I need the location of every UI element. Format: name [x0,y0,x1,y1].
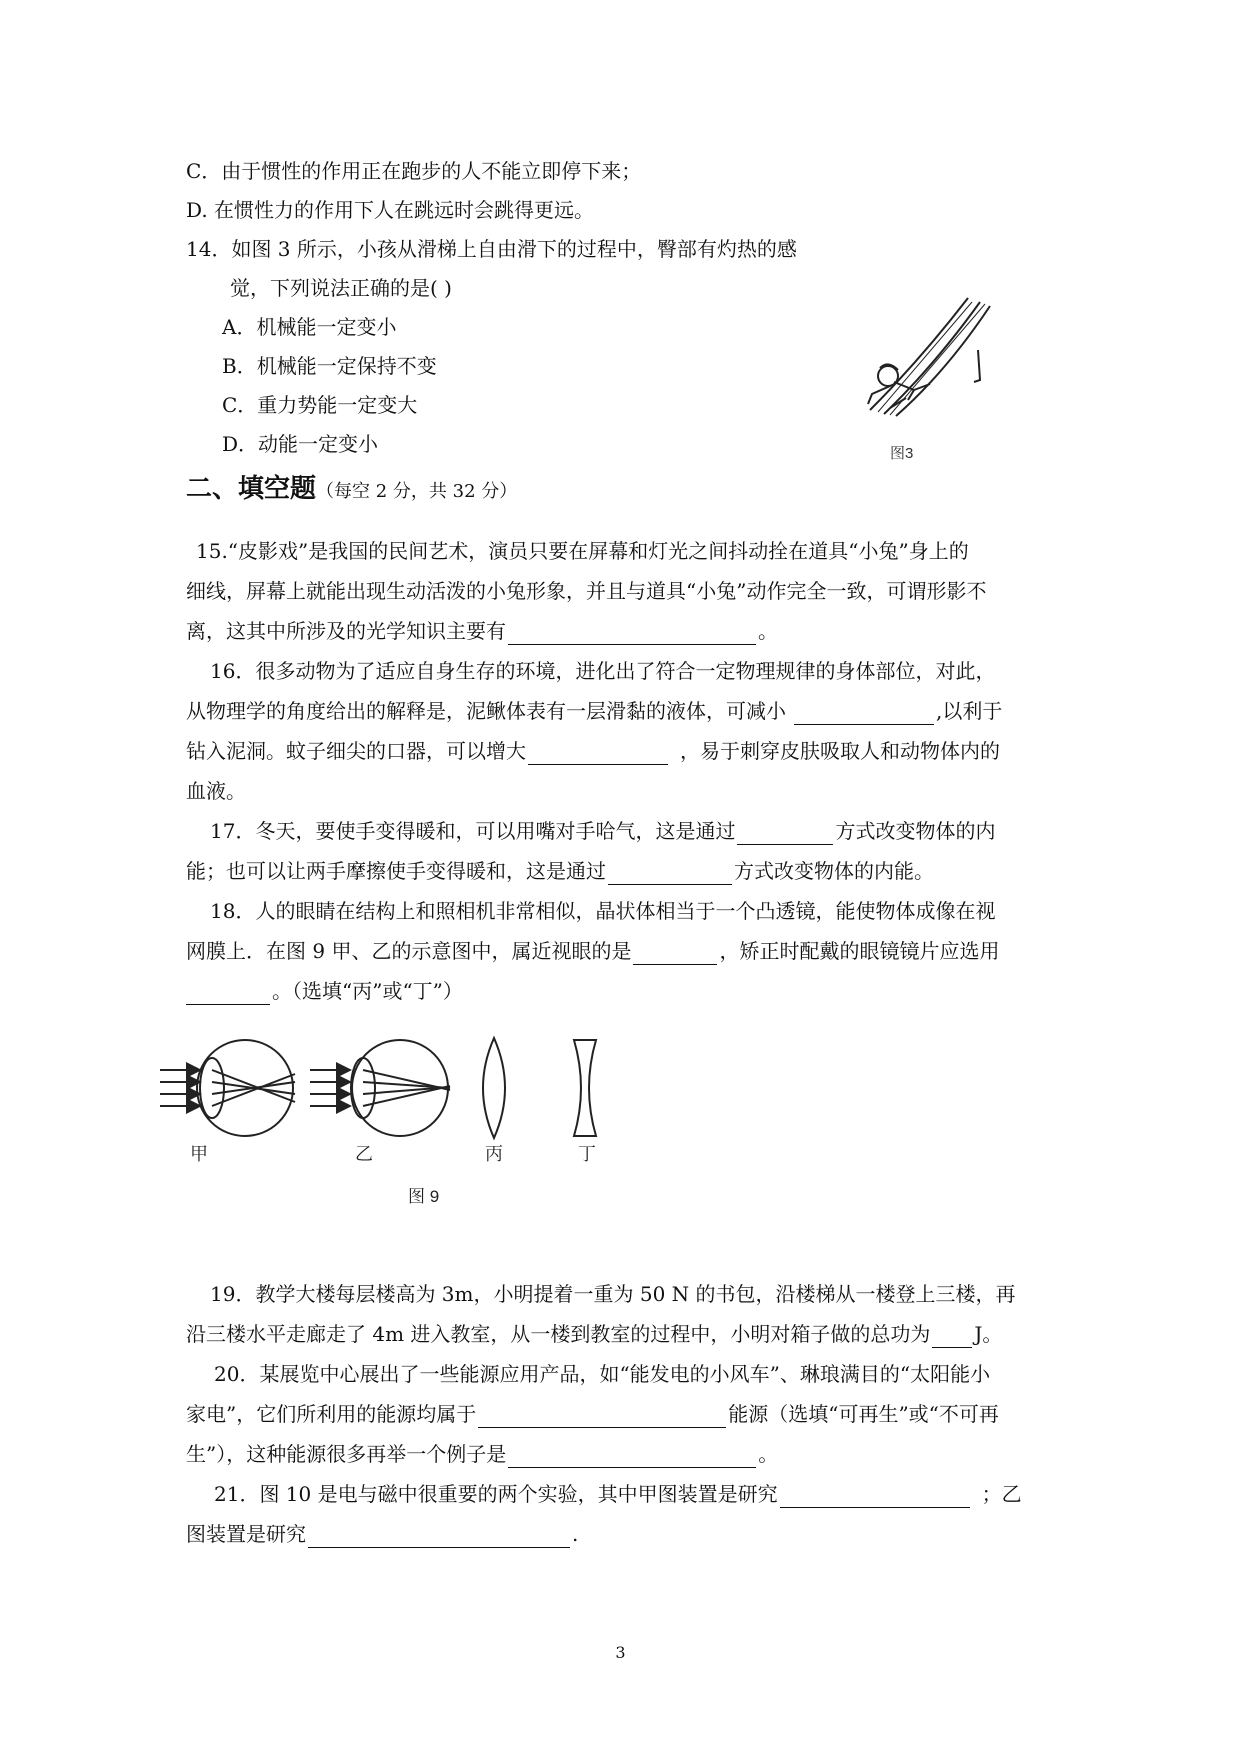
q18-line3 [186,977,463,1005]
q20-answer-blank-2[interactable] [508,1445,756,1468]
q19-line2-text: 沿三楼水平走廊走了 4m 进入教室，从一楼到教室的过程中，小明对箱子做的总功为 [186,1322,931,1346]
q17-answer-blank-2[interactable] [608,862,732,885]
figure-9-label-bing: 丙 [485,1144,503,1164]
q20-line2-end: 能源（选填“可再生”或“不可再 [728,1402,999,1426]
q14-option-a: A．机械能一定变小 [222,315,397,339]
q15-answer-blank[interactable] [508,622,756,645]
section-2-note: （每空 2 分，共 32 分） [316,481,518,502]
q21-answer-blank-2[interactable] [308,1525,570,1548]
q17-answer-blank-1[interactable] [737,822,833,845]
q16-line2-text: 从物理学的角度给出的解释是，泥鳅体表有一层滑黏的液体，可减小 [186,699,786,723]
q16-line2 [186,697,1002,725]
q19-line1: 19．教学大楼每层楼高为 3m，小明提着一重为 50 N 的书包，沿楼梯从一楼登上三楼，再 [210,1282,1016,1306]
q17-line2-end: 方式改变物体的内能。 [734,859,934,883]
q14-option-c: C．重力势能一定变大 [222,393,418,417]
q18-answer-blank-1[interactable] [633,942,717,965]
q16-line3-end: ，易于刺穿皮肤吸取人和动物体内的 [680,739,1000,763]
q18-line2-text: 网膜上．在图 9 甲、乙的示意图中，属近视眼的是 [186,939,632,963]
q13-option-d: D. 在惯性力的作用下人在跳远时会跳得更远。 [186,198,595,222]
q14-stem-line2: 觉，下列说法正确的是( ) [230,276,452,300]
q18-line1: 18．人的眼睛在结构上和照相机非常相似，晶状体相当于一个凸透镜，能使物体成像在视 [210,899,996,923]
q15-line3-text: 离，这其中所涉及的光学知识主要有 [186,619,506,643]
figure-9-caption: 图 9 [408,1187,440,1206]
q16-line3-text: 钻入泥洞。蚊子细尖的口器，可以增大 [186,739,526,763]
figure-9-label-yi: 乙 [355,1144,373,1164]
q17-line2-text: 能；也可以让两手摩擦使手变得暖和，这是通过 [186,859,606,883]
q18-line3-end: 。（选填“丙”或“丁”） [272,979,463,1003]
figure-9-label-jia: 甲 [190,1144,208,1164]
q19-line2-end: J。 [974,1322,1003,1346]
q18-line2 [186,937,999,965]
q17-line1-end: 方式改变物体的内 [835,819,996,843]
q21-line1-end: ；乙 [981,1482,1022,1506]
q16-line4: 血液。 [186,779,246,803]
q14-option-b: B．机械能一定保持不变 [222,354,437,378]
section-2-heading [186,472,517,509]
q16-line1: 16．很多动物为了适应自身生存的环境，进化出了符合一定物理规律的身体部位，对此， [210,659,996,683]
q15-line2: 细线，屏幕上就能出现生动活泼的小兔形象，并且与道具“小兔”动作完全一致，可谓形影不 [186,579,987,603]
q17-line2 [186,857,934,885]
figure-9-label-ding: 丁 [578,1144,596,1164]
q17-line1 [210,817,995,845]
q16-answer-blank-2[interactable] [528,742,668,765]
q20-line3-text: 生”），这种能源很多再举一个例子是 [186,1442,507,1466]
q18-line2-end: ，矫正时配戴的眼镜镜片应选用 [719,939,1000,963]
q14-stem-line1: 14．如图 3 所示，小孩从滑梯上自由滑下的过程中，臀部有灼热的感 [186,237,797,261]
figure-3-caption: 图3 [890,445,914,460]
section-2-title: 二、填空题 [186,474,317,504]
q18-answer-blank-2[interactable] [186,982,270,1005]
figure-3-slide-illustration [850,290,1000,460]
q20-line2 [186,1400,999,1428]
concave-lens-ding [574,1040,596,1136]
q16-answer-blank-1[interactable] [794,702,934,725]
q15-line1: 15.“皮影戏”是我国的民间艺术，演员只要在屏幕和灯光之间抖动拴在道具“小兔”身上的 [196,539,969,563]
q20-line1: 20．某展览中心展出了一些能源应用产品，如“能发电的小风车”、琳琅满目的“太阳能小 [214,1362,991,1386]
q20-line2-text: 家电”，它们所利用的能源均属于 [186,1402,477,1426]
q21-answer-blank-1[interactable] [780,1485,970,1508]
figure-9-eye-lens-diagram [150,1030,640,1210]
q15-line3-end: 。 [758,619,778,643]
page-number: 3 [615,1643,626,1662]
q21-line2-end: . [572,1522,579,1546]
q15-line3 [186,617,778,645]
eye-yi-diagram [310,1040,450,1136]
q21-line1 [214,1480,1022,1508]
q20-answer-blank-1[interactable] [478,1405,726,1428]
q20-line3-end: 。 [758,1442,779,1466]
q16-line3 [186,737,1000,765]
convex-lens-bing [483,1038,505,1138]
q19-answer-blank[interactable] [932,1325,972,1348]
eye-jia-diagram [160,1040,295,1136]
q13-option-c: C．由于惯性的作用正在跑步的人不能立即停下来； [186,159,642,183]
q21-line2 [186,1520,578,1548]
q21-line2-text: 图装置是研究 [186,1522,306,1546]
q16-line2-end: ,以利于 [936,699,1003,723]
q14-option-d: D．动能一定变小 [222,432,379,456]
q20-line3 [186,1440,778,1468]
q19-line2 [186,1320,1002,1348]
q17-line1-text: 17．冬天，要使手变得暖和，可以用嘴对手哈气，这是通过 [210,819,736,843]
q21-line1-text: 21．图 10 是电与磁中很重要的两个实验，其中甲图装置是研究 [214,1482,778,1506]
